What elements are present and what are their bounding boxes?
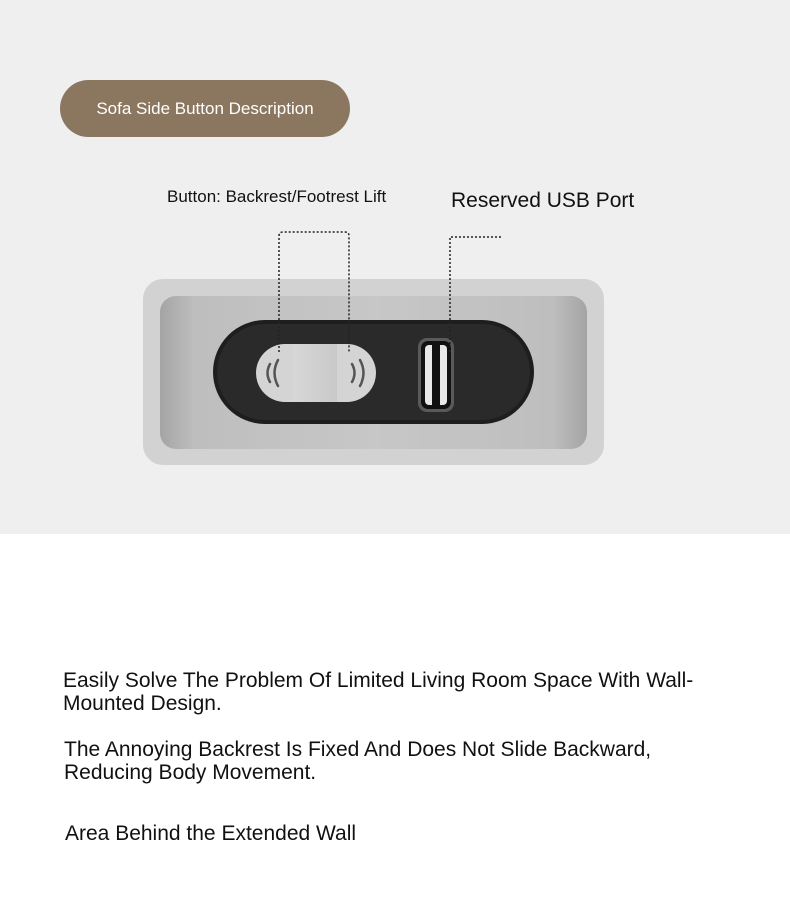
section-badge: Sofa Side Button Description	[60, 80, 350, 137]
feature-text-wall-mounted: Easily Solve The Problem Of Limited Living Room Space With Wall-Mounted Design.	[63, 669, 694, 715]
usb-port-callout: Reserved USB Port	[451, 189, 635, 212]
usb-port-icon	[418, 338, 454, 412]
feature-text-extended-wall: Area Behind the Extended Wall	[65, 822, 357, 845]
feature-text-fixed-backrest: The Annoying Backrest Is Fixed And Does Not Slide Backward, Reducing Body Movement.	[64, 738, 652, 784]
lift-button-callout: Button: Backrest/Footrest Lift	[167, 187, 387, 206]
